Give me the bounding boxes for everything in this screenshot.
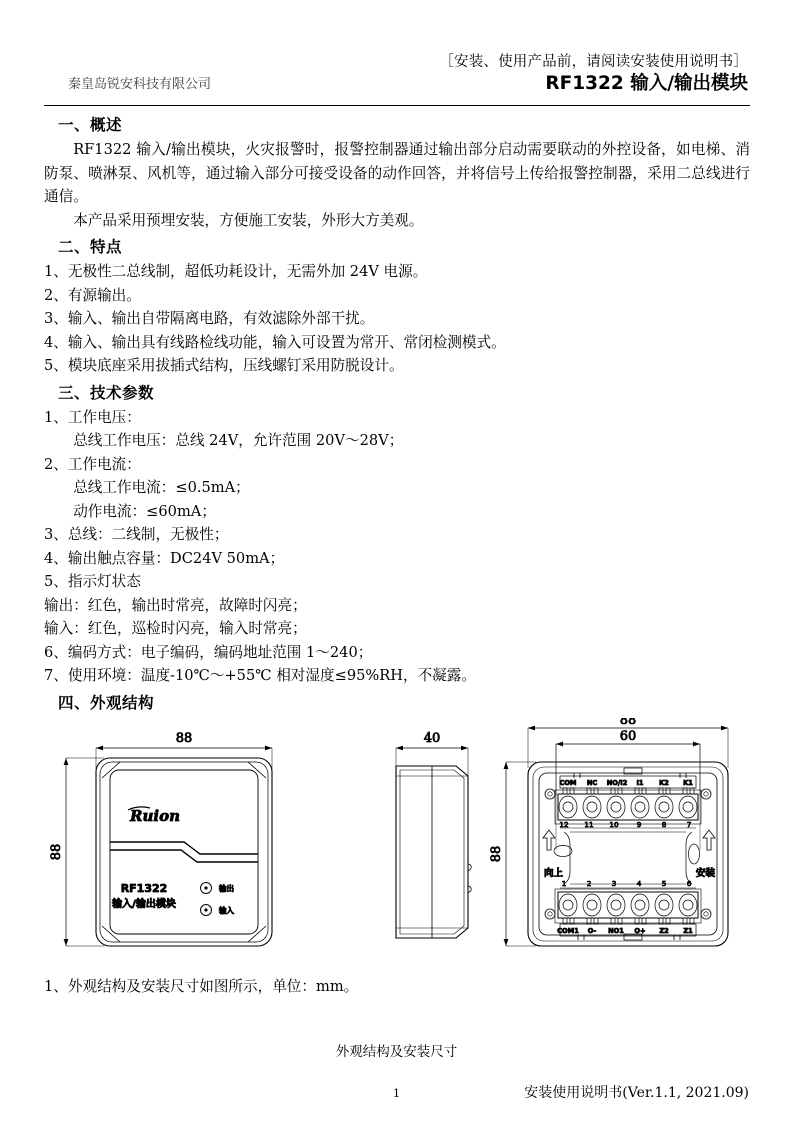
front-panel-led-input-label: 输入 — [219, 906, 234, 915]
terminal-label-bottom: Z2 — [659, 927, 669, 935]
list-item: 7、使用环境：温度-10℃～+55℃ 相对湿度≤95%RH，不凝露。 — [44, 667, 476, 684]
section-heading-appearance: 四、外观结构 — [58, 692, 155, 712]
back-view-drawing — [489, 718, 728, 946]
terminal-number-top: 7 — [686, 820, 692, 829]
terminal-label-bottom: O+ — [634, 927, 646, 935]
figure-caption: 外观结构及安装尺寸 — [335, 1044, 458, 1060]
back-arrow-right-label: 安装 — [696, 868, 716, 879]
list-item: 动作电流：≤60mA； — [73, 502, 216, 520]
front-panel-logo: Ruion — [130, 807, 180, 825]
technical-drawing-svg — [44, 718, 750, 968]
terminal-number-bottom: 4 — [636, 879, 642, 888]
list-item: 5、模块底座采用拔插式结构，压线螺钉采用防脱设计。 — [44, 357, 404, 374]
terminal-number-bottom: 5 — [661, 879, 667, 888]
terminal-label-bottom: COM1 — [557, 927, 579, 935]
header-notice: ［安装、使用产品前，请阅读安装使用说明书］ — [439, 54, 748, 70]
list-item: 总线工作电压：总线 24V，允许范围 20V～28V； — [73, 432, 404, 449]
section-heading-overview: 一、概述 — [58, 115, 123, 134]
terminal-number-bottom: 2 — [586, 879, 592, 888]
terminal-number-top: 9 — [636, 820, 642, 829]
list-item: 输入：红色，巡检时闪亮，输入时常亮； — [44, 620, 307, 637]
figure-note: 1、外观结构及安装尺寸如图所示，单位：mm。 — [44, 978, 359, 995]
up-arrow-icon — [543, 830, 555, 850]
list-item: 6、编码方式：电子编码，编码地址范围 1～240； — [44, 643, 373, 661]
terminal-label-bottom: Z1 — [683, 927, 693, 935]
terminal-label-bottom: O- — [587, 927, 597, 935]
list-item: 1、无极性二总线制，超低功耗设计，无需外加 24V 电源。 — [44, 263, 428, 280]
terminal-number-bottom: 1 — [561, 879, 567, 888]
list-item: 输出：红色，输出时常亮，故障时闪亮； — [44, 596, 307, 614]
terminal-label-top: K1 — [683, 779, 693, 787]
header-divider — [44, 105, 750, 106]
features-list — [44, 260, 750, 378]
terminal-label-top: I1 — [636, 779, 644, 787]
footer-manual-version: 安装使用说明书(Ver.1.1, 2021.09) — [524, 1085, 749, 1101]
section-heading-specs: 三、技术参数 — [58, 382, 155, 402]
list-item: 4、输出触点容量：DC24V 50mA； — [44, 549, 285, 567]
back-height-dimension: 88 — [489, 845, 504, 863]
terminal-label-top: K2 — [659, 779, 669, 787]
terminal-number-top: 8 — [661, 820, 667, 829]
terminal-label-top: COM — [559, 779, 577, 787]
front-height-dimension: 88 — [49, 843, 64, 861]
terminal-label-bottom: NO1 — [608, 927, 624, 935]
list-item: 3、总线：二线制，无极性； — [44, 526, 229, 543]
terminal-number-bottom: 6 — [686, 879, 692, 888]
side-depth-dimension: 40 — [423, 731, 441, 746]
list-item: 3、输入、输出自带隔离电路，有效滤除外部干扰。 — [44, 310, 375, 327]
front-panel-led-output-label: 输出 — [219, 884, 234, 893]
front-panel-model: RF1322 — [120, 882, 168, 895]
terminal-label-top: NO/I2 — [606, 779, 628, 787]
back-width-dimension: 88 — [619, 718, 637, 728]
header-company-name: 秦皇岛锐安科技有限公司 — [68, 77, 212, 92]
section-heading-features: 二、特点 — [58, 237, 123, 256]
front-panel-subtitle: 输入/输出模块 — [112, 899, 176, 910]
list-item: 总线工作电流：≤0.5mA； — [73, 479, 250, 496]
list-item: 4、输入、输出具有线路检线功能，输入可设置为常开、常闭检测模式。 — [44, 333, 506, 351]
terminal-number-top: 11 — [584, 820, 594, 829]
front-view-drawing — [49, 731, 272, 946]
terminal-number-top: 10 — [609, 820, 619, 829]
list-item: 1、工作电压： — [44, 408, 141, 426]
overview-paragraph-1: RF1322 输入/输出模块，火灾报警时，报警控制器通过输出部分启动需要联动的外控设备，如电梯、消防泵、喷淋泵、风机等，通过输入部分可接受设备的动作回答，并将信号上传给报警控制器，采用二总线进行通信。 — [44, 141, 750, 205]
back-inner-dimension: 60 — [619, 729, 637, 744]
side-view-drawing — [396, 731, 471, 938]
front-width-dimension: 88 — [175, 731, 193, 746]
header-product-title: RF1322 输入/输出模块 — [545, 73, 748, 94]
document-body — [44, 110, 750, 716]
specs-list — [44, 406, 750, 688]
terminal-label-top: NC — [586, 779, 598, 787]
terminal-number-bottom: 3 — [611, 879, 617, 888]
list-item: 5、指示灯状态 — [44, 573, 141, 590]
overview-paragraph-2: 本产品采用预埋安装，方便施工安装，外形大方美观。 — [73, 211, 424, 229]
terminal-number-top: 12 — [559, 820, 569, 829]
list-item: 2、工作电流： — [44, 455, 141, 473]
back-arrow-left-label: 向上 — [544, 868, 564, 879]
product-drawing-figure — [44, 718, 750, 968]
list-item: 2、有源输出。 — [44, 286, 141, 304]
footer-page-number: 1 — [392, 1086, 401, 1100]
page-header — [48, 52, 748, 104]
up-arrow-icon — [703, 830, 715, 850]
